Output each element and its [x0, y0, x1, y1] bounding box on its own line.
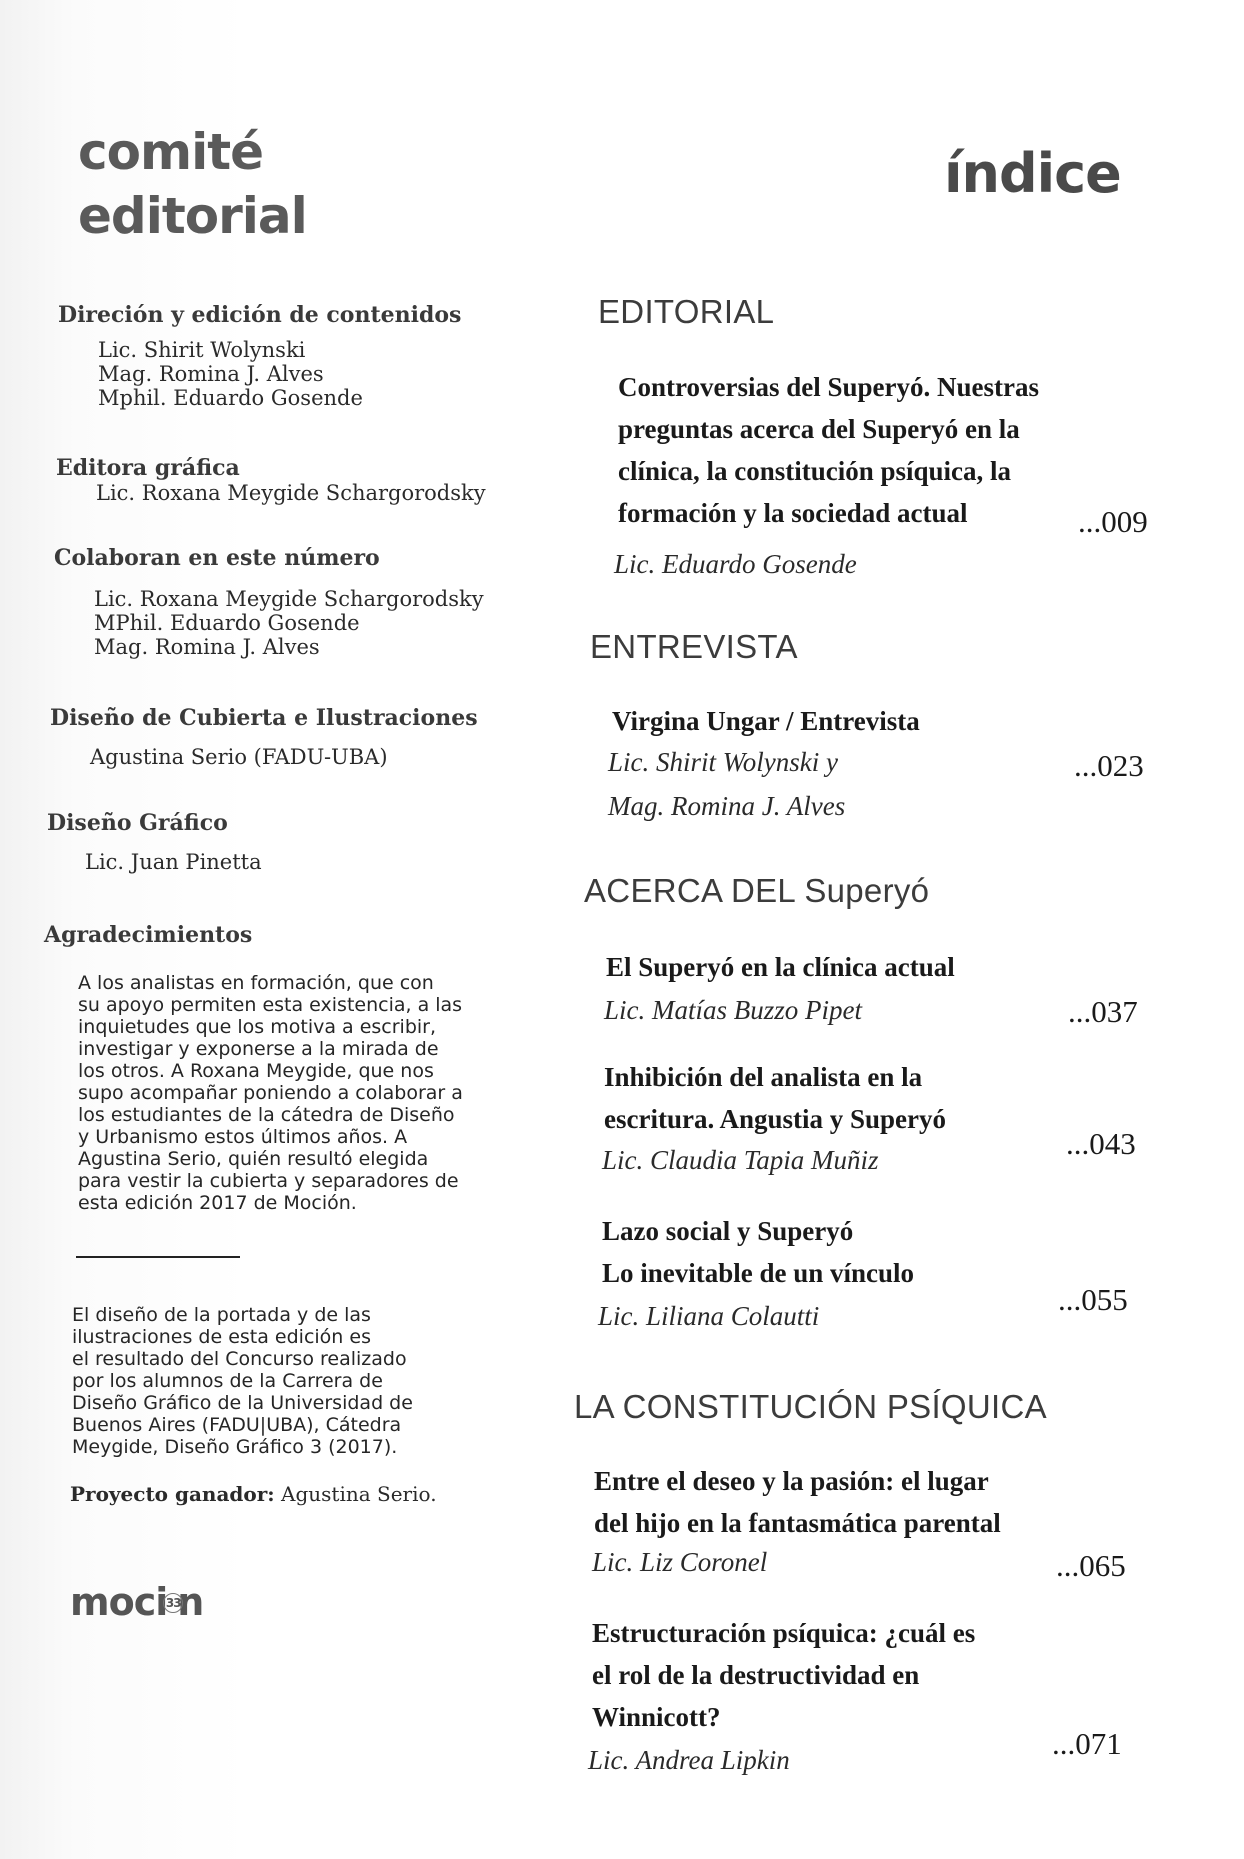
ack-line: los estudiantes de la cátedra de Diseño: [78, 1104, 455, 1126]
note-line: ilustraciones de esta edición es: [72, 1326, 371, 1348]
toc-title-line: Winnicott?: [592, 1702, 721, 1732]
ack-line: para vestir la cubierta y separadores de: [78, 1170, 459, 1192]
toc-entry-title: [606, 946, 1066, 988]
winner-label: Proyecto ganador:: [70, 1482, 275, 1506]
credit-name: Mag. Romina J. Alves: [98, 362, 324, 386]
toc-author-line: Mag. Romina J. Alves: [608, 791, 846, 821]
toc-section-constitucion-psiquica: LA CONSTITUCIÓN PSÍQUICA: [574, 1388, 1047, 1425]
toc-entry-title: [602, 1210, 1062, 1294]
credit-diseno-grafico: [47, 810, 262, 874]
toc-entry-author: Lic. Matías Buzzo Pipet: [604, 995, 862, 1025]
toc-title-line: Virgina Ungar / Entrevista: [612, 706, 920, 736]
credit-heading: Diseño Gráfico: [47, 810, 228, 836]
logo-text: n: [177, 1580, 204, 1624]
credit-name: MPhil. Eduardo Gosende: [94, 611, 360, 635]
toc-title-line: el rol de la destructividad en: [592, 1660, 920, 1690]
note-line: Buenos Aires (FADU|UBA), Cátedra: [72, 1414, 402, 1436]
credit-heading: Editora gráfica: [56, 455, 240, 481]
logo-text: moci: [70, 1580, 168, 1624]
credit-editora-grafica: [56, 455, 486, 505]
credit-colaboran: [54, 545, 484, 659]
credit-heading: Colaboran en este número: [54, 545, 380, 571]
ack-line: Agustina Serio, quién resultó elegida: [78, 1148, 429, 1170]
toc-entry-title: [618, 366, 1108, 534]
ack-line: su apoyo permiten esta existencia, a las: [78, 994, 463, 1016]
toc-title-line: Estructuración psíquica: ¿cuál es: [592, 1618, 976, 1648]
cover-contest-note: [72, 1304, 502, 1458]
credit-diseno-cubierta: [50, 705, 478, 769]
index-title: índice: [944, 142, 1121, 205]
toc-title-line: Entre el deseo y la pasión: el lugar: [594, 1466, 989, 1496]
ack-line: esta edición 2017 de Moción.: [78, 1192, 357, 1214]
winner-name: Agustina Serio.: [274, 1482, 437, 1506]
ack-line: investigar y exponerse a la mirada de: [78, 1038, 439, 1060]
credit-name: Mag. Romina J. Alves: [94, 635, 320, 659]
note-line: Meygide, Diseño Gráfico 3 (2017).: [72, 1436, 398, 1458]
credit-name: Lic. Roxana Meygide Schargorodsky: [94, 587, 484, 611]
toc-title-line: Lo inevitable de un vínculo: [602, 1258, 915, 1288]
note-line: El diseño de la portada y de las: [72, 1304, 371, 1326]
toc-entry-author: [608, 742, 845, 826]
ack-line: A los analistas en formación, que con: [78, 972, 434, 994]
toc-entry-page: ...055: [1058, 1282, 1128, 1317]
credit-agradecimientos: [44, 922, 252, 948]
toc-title-line: escritura. Angustia y Superyó: [604, 1104, 947, 1134]
toc-entry-page: ...009: [1078, 504, 1148, 539]
toc-entry-title: [612, 700, 1072, 742]
toc-title-line: El Superyó en la clínica actual: [606, 952, 955, 982]
comite-title-line2: editorial: [78, 187, 307, 245]
credit-name: Mphil. Eduardo Gosende: [98, 386, 363, 410]
winner-project: [70, 1482, 437, 1506]
toc-entry-title: [604, 1056, 1064, 1140]
toc-title-line: Controversias del Superyó. Nuestras: [618, 372, 1039, 402]
toc-entry-title: [594, 1460, 1094, 1544]
credit-name: Lic. Roxana Meygide Schargorodsky: [96, 481, 486, 505]
toc-entry-author: Lic. Andrea Lipkin: [588, 1745, 790, 1775]
toc-entry-author: Lic. Liz Coronel: [592, 1547, 768, 1577]
ack-line: inquietudes que los motiva a escribir,: [78, 1016, 437, 1038]
toc-title-line: Lazo social y Superyó: [602, 1216, 854, 1246]
credit-heading: Agradecimientos: [44, 922, 253, 948]
ack-line: supo acompañar poniendo a colaborar a: [78, 1082, 463, 1104]
toc-entry-page: ...023: [1074, 748, 1144, 783]
note-line: por los alumnos de la Carrera de: [72, 1370, 383, 1392]
toc-title-line: preguntas acerca del Superyó en la: [618, 414, 1020, 444]
credit-name: Agustina Serio (FADU-UBA): [90, 745, 388, 769]
note-line: Diseño Gráfico de la Universidad de: [72, 1392, 413, 1414]
issue-number-badge: 33: [163, 1593, 183, 1613]
ack-line: y Urbanismo estos últimos años. A: [78, 1126, 408, 1148]
acknowledgements-text: [78, 972, 548, 1214]
credit-name: Lic. Juan Pinetta: [85, 850, 262, 874]
comite-title: [60, 120, 307, 248]
toc-entry-page: ...043: [1066, 1126, 1136, 1161]
credit-heading: Direción y edición de contenidos: [58, 302, 462, 328]
toc-entry-author: Lic. Eduardo Gosende: [614, 549, 857, 579]
credit-name: Lic. Shirit Wolynski: [98, 338, 306, 362]
note-line: el resultado del Concurso realizado: [72, 1348, 407, 1370]
ack-line: los otros. A Roxana Meygide, que nos: [78, 1060, 434, 1082]
comite-title-line1: comité: [78, 123, 264, 181]
toc-title-line: clínica, la constitución psíquica, la: [618, 456, 1012, 486]
toc-entry-page: ...071: [1052, 1726, 1122, 1761]
toc-section-acerca-del-superyo: ACERCA DEL Superyó: [584, 872, 930, 909]
toc-section-editorial: EDITORIAL: [598, 293, 775, 330]
divider-line: [76, 1256, 240, 1258]
credit-direccion: [58, 302, 461, 410]
mocion-logo: [70, 1580, 203, 1624]
toc-entry-author: Lic. Claudia Tapia Muñiz: [602, 1145, 879, 1175]
toc-entry-page: ...037: [1068, 994, 1138, 1029]
toc-title-line: Inhibición del analista en la: [604, 1062, 923, 1092]
toc-entry-page: ...065: [1056, 1548, 1126, 1583]
credit-heading: Diseño de Cubierta e Ilustraciones: [50, 705, 478, 731]
toc-title-line: formación y la sociedad actual: [618, 498, 968, 528]
toc-section-entrevista: ENTREVISTA: [590, 628, 798, 665]
toc-entry-author: Lic. Liliana Colautti: [598, 1301, 820, 1331]
toc-entry-title: [592, 1612, 1052, 1738]
toc-title-line: del hijo en la fantasmática parental: [594, 1508, 1001, 1538]
toc-author-line: Lic. Shirit Wolynski y: [608, 747, 838, 777]
